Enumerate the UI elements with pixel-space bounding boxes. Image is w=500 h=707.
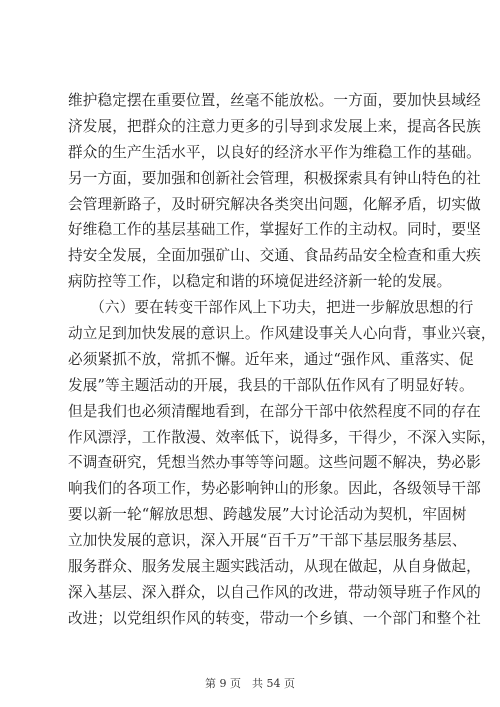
text-line: 群众的生产生活水平，以良好的经济水平作为维稳工作的基础。 — [68, 143, 481, 161]
document-body — [68, 88, 496, 632]
text-line: 持安全发展，全面加强矿山、交通、食品药品安全检查和重大疾 — [68, 247, 481, 265]
text-line: 改进；以党组织作风的转变，带动一个乡镇、一个部门和整个社 — [68, 609, 481, 627]
text-line: 要以新一轮“解放思想、跨越发展”大讨论活动为契机，牢固树 — [68, 506, 467, 524]
text-line: 好维稳工作的基层基础工作，掌握好工作的主动权。同时，要坚 — [68, 221, 481, 239]
text-line: 病防控等工作，以稳定和谐的环境促进经济新一轮的发展。 — [68, 273, 452, 291]
text-line: 另一方面，要加强和创新社会管理，积极探索具有钟山特色的社 — [68, 169, 481, 187]
text-line: 动立足到加快发展的意识上。作风建设事关人心向背，事业兴衰， — [68, 325, 496, 343]
page-number-footer: 第 9 页 共 54 页 — [205, 677, 295, 690]
text-line: 响我们的各项工作，势必影响钟山的形象。因此，各级领导干部 — [68, 480, 481, 498]
text-line: 维护稳定摆在重要位置，丝毫不能放松。一方面，要加快县域经 — [68, 92, 481, 109]
text-line: （六）要在转变干部作风上下功夫，把进一步解放思想的行 — [68, 299, 474, 317]
text-line: 不调查研究，凭想当然办事等等问题。这些问题不解决，势必影 — [68, 454, 481, 472]
text-line: 深入基层、深入群众，以自己作风的改进，带动领导班子作风的 — [68, 583, 481, 601]
text-line: 济发展，把群众的注意力更多的引导到求发展上来，提高各民族 — [68, 117, 481, 135]
text-line: 立加快发展的意识，深入开展“百千万”干部下基层服务基层、 — [68, 532, 467, 550]
text-line: 发展”等主题活动的开展，我县的干部队伍作风有了明显好转。 — [68, 376, 474, 394]
text-line: 但是我们也必须清醒地看到，在部分干部中依然程度不同的存在 — [68, 402, 481, 420]
text-line: 服务群众、服务发展主题实践活动，从现在做起，从自身做起， — [68, 558, 481, 576]
text-line: 会管理新路子，及时研究解决各类突出问题，化解矛盾，切实做 — [68, 195, 481, 213]
text-line: 作风漂浮，工作散漫、效率低下，说得多，干得少，不深入实际， — [68, 428, 496, 446]
text-line: 必须紧抓不放，常抓不懈。近年来，通过“强作风、重落实、促 — [68, 350, 474, 368]
